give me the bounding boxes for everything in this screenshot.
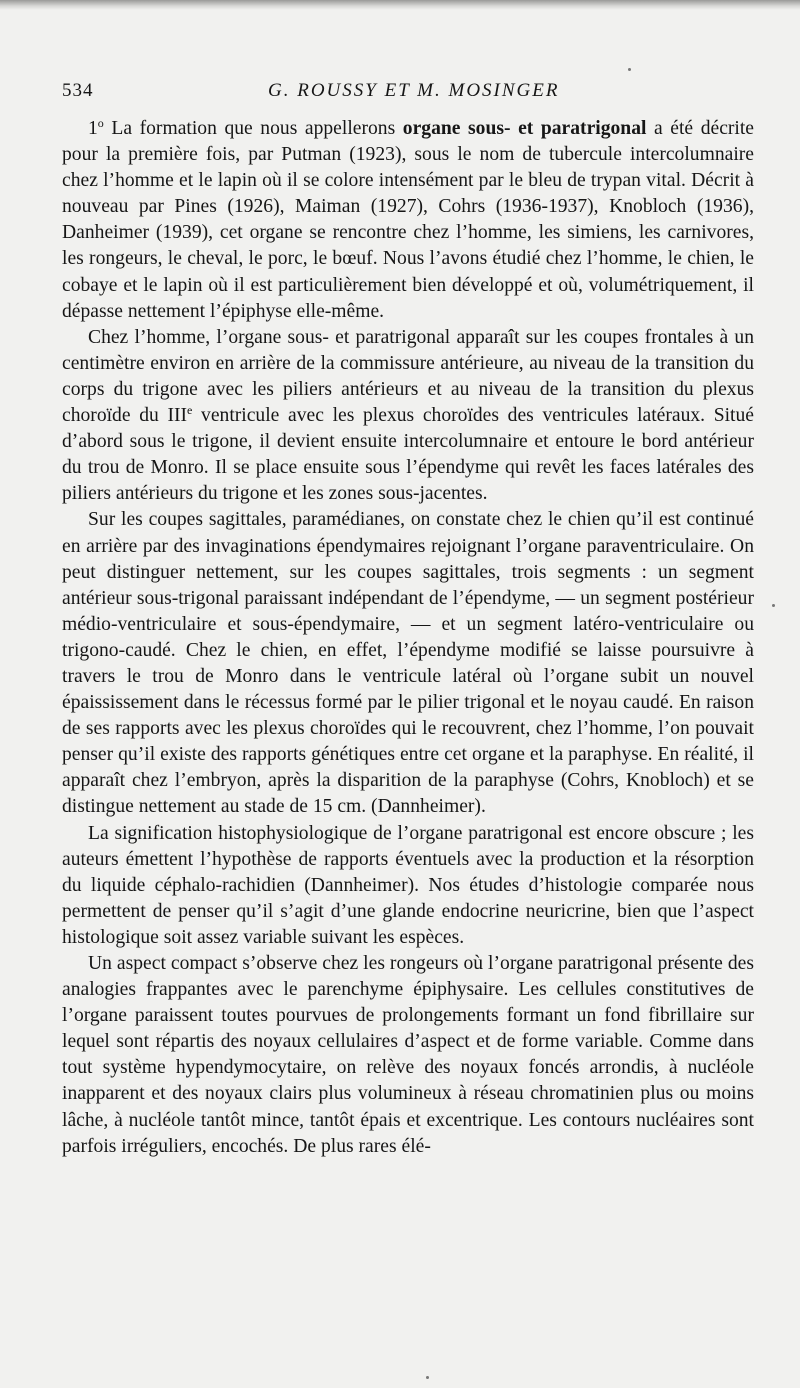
text-span: Sur les coupes sagittales, paramédianes, on constate chez le chien qu’il est continué en arrière par des invaginations épendymaires rejoignant l’organe paraventriculaire. On peut distinguer nettement, sur les coupes sagittales, trois segments : un segment antérieur sous-trigonal paraissant indépendant de l’épendyme, — un segment postérieur médio-ventriculaire et sous-épendymaire, — et un segment latéro-ventriculaire ou trigono-caudé. Chez le chien, en effet, l’épendyme modifié se laisse poursuivre à travers le trou de Monro dans le ventricule latéral où l’organe subit un nouvel épaississement dans le récessus formé par le pilier trigonal et le noyau caudé. En raison de ses rapports avec les plexus choroïdes qui le recouvrent, chez l’homme, l’on pouvait penser qu’il existe des rapports génétiques entre cet organe et la paraphyse. En réalité, il apparaît chez l’embryon, après la disparition de la paraphyse (Cohrs, Knobloch) et se distingue nettement au stade de 15 cm. (Dannheimer). [62, 509, 754, 818]
scan-speck [426, 1376, 429, 1379]
scan-speck [772, 604, 775, 607]
paragraph [62, 507, 754, 820]
text-span: La formation que nous appellerons [103, 118, 403, 139]
term-organe-sous-et-paratrigonal: organe sous- et paratrigonal [402, 118, 647, 139]
text-span: Un aspect compact s’observe chez les rongeurs où l’organe paratrigonal présente des analogies frappantes avec le parenchyme épiphysaire. Les cellules constitutives de l’organe paraissent toutes pourvues de prolongements formant un fond fibrillaire sur lequel sont répartis des noyaux cellulaires d’aspect et de forme variable. Comme dans tout système hypendymocytaire, on relève des noyaux foncés arrondis, à nucléole inapparent et des noyaux clairs plus volumineux à réseau chromatinien plus ou moins lâche, à nucléole tantôt mince, tantôt épais et excentrique. Les contours nucléaires sont parfois irréguliers, encochés. De plus rares élé- [62, 953, 754, 1157]
running-title: G. ROUSSY ET M. MOSINGER [268, 80, 560, 101]
text-span: a été décrite pour la première fois, par Putman (1923), sous le nom de tubercule intercolumnaire chez l’homme et le lapin où il se colore intensément par le bleu de trypan vital. Décrit à nouveau par Pines (1926), Maiman (1927), Cohrs (1936-1937), Knobloch (1936), Danheimer (1939), cet organe se rencontre chez l’homme, les simiens, les carnivores, les rongeurs, le cheval, le porc, le bœuf. Nous l’avons étudié chez l’homme, le chien, le cobaye et le lapin où il est particulièrement bien développé et où, volumétriquement, il dépasse nettement l’épiphyse elle-même. [62, 118, 754, 322]
scan-speck [628, 68, 631, 71]
paragraph [62, 116, 754, 325]
superscript: o [97, 116, 104, 130]
scan-top-edge [0, 0, 800, 10]
text-span: La signification histophysiologique de l’organe paratrigonal est encore obscure ; les auteurs émettent l’hypothèse de rapports éventuels avec la production et la résorption du liquide céphalo-rachidien (Dannheimer). Nos études d’histologie comparée nous permettent de penser qu’il s’agit d’une glande endocrine neuricrine, bien que l’aspect histologique soit assez variable suivant les espèces. [62, 822, 754, 948]
paragraph [62, 821, 754, 951]
paragraph [62, 951, 754, 1160]
body-text [62, 116, 754, 1160]
text-span: Chez l’homme, l’organe sous- et paratrigonal apparaît sur les coupes frontales à un centimètre environ en arrière de la commissure antérieure, au niveau de la transition du corps du trigone avec les piliers antérieurs et au niveau de la transition du plexus choroïde du III [62, 326, 754, 427]
page-number: 534 [62, 80, 94, 101]
page-header [62, 80, 762, 110]
text-span: 1 [88, 118, 98, 139]
paragraph [62, 325, 754, 508]
superscript: e [187, 403, 193, 418]
text-span: ventricule avec les plexus choroïdes des ventricules latéraux. Situé d’abord sous le trigone, il devient ensuite intercolumnaire et entoure le bord antérieur du trou de Monro. Il se place ensuite sous l’épendyme qui revêt les faces latérales des piliers antérieurs du trigone et les zones sous-jacentes. [62, 405, 754, 505]
